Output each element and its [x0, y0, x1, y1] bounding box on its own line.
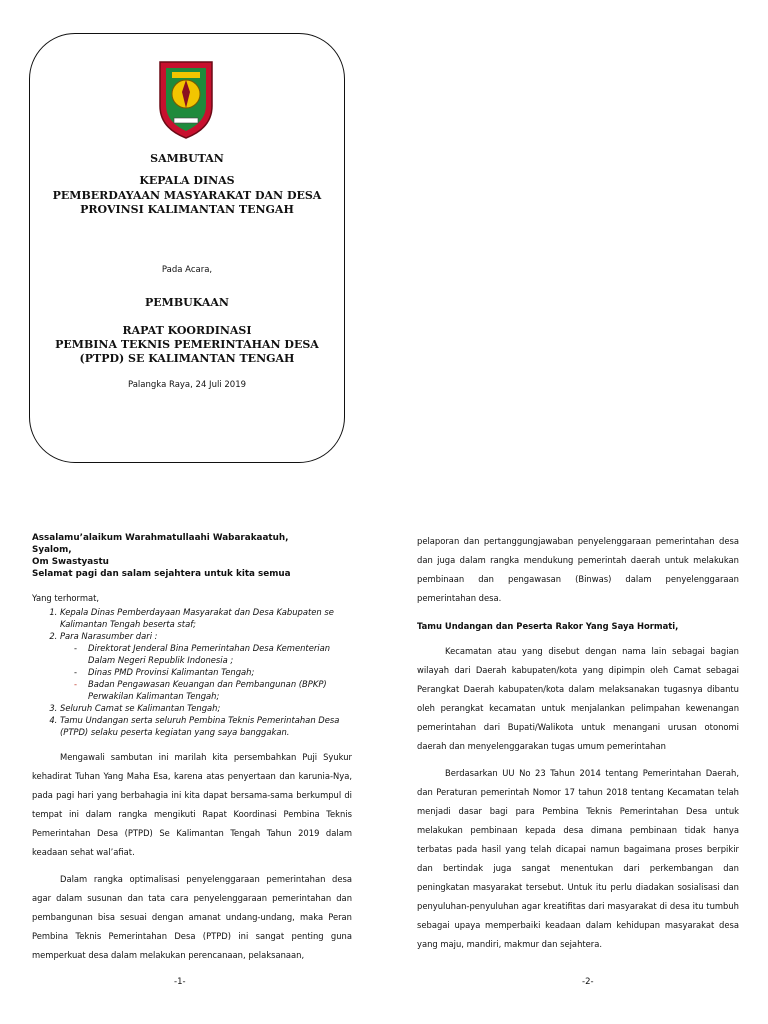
respect-line: Yang terhormat, [32, 593, 100, 603]
cover-place-date: Palangka Raya, 24 Juli 2019 [127, 380, 247, 390]
page-number: -2- [582, 977, 594, 987]
sublist-item: - Dinas PMD Provinsi Kalimantan Tengah; [74, 666, 352, 678]
paragraph: Dalam rangka optimalisasi penyelenggaraan pemerintahan desa agar dalam susunan dan tata cara penyelenggaraan pemerintahan dan pembangunan bisa sesuai dengan amanat undang-undang, maka Peran Pembina Teknis Pemerintahan Desa (PTPD) ini sangat penting guna memperkuat desa dalam melakukan perencanaan, pelaksanaan, [32, 874, 352, 960]
page-number: -1- [174, 977, 186, 987]
cover-event-line: (PTPD) SE KALIMANTAN TENGAH [79, 352, 295, 365]
list-item: 3. Seluruh Camat se Kalimantan Tengah; [60, 702, 352, 714]
page-1-column [32, 532, 352, 965]
cover-title-line: PEMBERDAYAAN MASYARAKAT DAN DESA [52, 189, 322, 202]
greeting-line: Om Swastyastu [32, 557, 109, 567]
page-2-column [417, 532, 739, 954]
cover-title: SAMBUTAN [150, 152, 224, 165]
list-item: 1. Kepala Dinas Pemberdayaan Masyarakat dan Desa Kabupaten se Kalimantan Tengah beserta staf; [60, 606, 352, 630]
list-item: 4. Tamu Undangan serta seluruh Pembina Teknis Pemerintahan Desa (PTPD) selaku peserta kegiatan yang saya banggakan. [60, 714, 352, 738]
cover-event-line: RAPAT KOORDINASI [122, 324, 252, 337]
greetings [32, 532, 352, 580]
paragraph: pelaporan dan pertanggungjawaban penyelenggaraan pemerintahan desa dan juga dalam rangka mendukung pemerintah daerah untuk melakukan pembinaan dan pengawasan (Binwas) dalam penyelenggaraan pemerintahan desa. [417, 536, 739, 603]
paragraph: Berdasarkan UU No 23 Tahun 2014 tentang Pemerintahan Daerah, dan Peraturan pemerintah Nomor 17 tahun 2018 tentang Kecamatan telah menjadi dasar bagi para Pembina Teknis Pemerintahan Desa untuk melakukan pembinaan kepada desa dimana pembinaan tidak hanya terbatas pada hasil yang telah dicapai namun bagaimana proses berpikir dan bertindak juga sangat menentukan dari perkembangan dan peningkatan masyarakat tersebut. Untuk itu perlu diadakan sosialisasi dan penyuluhan-penyuluhan agar kreatifitas dari masyarakat di desa itu tumbuh sebagai upaya memperbaiki keadaan dalam kehidupan masyarakat desa yang maju, mandiri, makmur dan sejahtera. [417, 768, 739, 949]
cover-event-line: PEMBINA TEKNIS PEMERINTAHAN DESA [55, 338, 319, 351]
addressee-list [32, 606, 352, 738]
section-heading: Tamu Undangan dan Peserta Rakor Yang Saya Hormati, [417, 621, 679, 631]
cover-frame [29, 33, 345, 463]
speaker-sublist [60, 642, 352, 702]
paragraph: Mengawali sambutan ini marilah kita persembahkan Puji Syukur kehadirat Tuhan Yang Maha Esa, karena atas penyertaan dan karunia-Nya, pada pagi hari yang berbahagia ini kita dapat bersama-sama berkumpul di tempat ini dalam rangka mengikuti Rapat Koordinasi Pembina Teknis Pemerintahan Desa (PTPD) Se Kalimantan Tengah Tahun 2019 dalam keadaan sehat wal’afiat. [32, 752, 352, 857]
greeting-line: Assalamu’alaikum Warahmatullaahi Wabarakaatuh, [32, 533, 289, 543]
cover-occasion: Pada Acara, [161, 265, 213, 275]
sublist-item: - Direktorat Jenderal Bina Pemerintahan Desa Kementerian Dalam Negeri Republik Indonesia ; [74, 642, 352, 666]
greeting-line: Selamat pagi dan salam sejahtera untuk kita semua [32, 569, 291, 579]
sublist-item: - Badan Pengawasan Keuangan dan Pembangunan (BPKP) Perwakilan Kalimantan Tengah; [74, 678, 352, 702]
cover-title-line: KEPALA DINAS [139, 174, 235, 187]
list-item: 2. Para Narasumber dari : - Direktorat Jenderal Bina Pemerintahan Desa Kementerian Dalam Negeri Republik Indonesia ; - Dinas PMD Provinsi Kalimantan Tengah; - Badan Pengawasan Keuangan dan Pembangunan (BPKP) Perwakilan Kalimantan Tengah; [60, 630, 352, 702]
provincial-emblem-icon [154, 56, 218, 140]
greeting-line: Syalom, [32, 545, 72, 555]
paragraph: Kecamatan atau yang disebut dengan nama lain sebagai bagian wilayah dari Daerah kabupaten/kota yang dipimpin oleh Camat sebagai Perangkat Daerah kabupaten/kota dalam melaksanakan tugasnya dibantu oleh perangkat kecamatan untuk menjalankan pelimpahan kewenangan pemerintahan dari Bupati/Walikota untuk menangani urusan otonomi daerah dan menyelenggarakan tugas umum pemerintahan [417, 646, 739, 751]
cover-event-title: PEMBUKAAN [145, 296, 229, 309]
cover-title-line: PROVINSI KALIMANTAN TENGAH [80, 203, 294, 216]
